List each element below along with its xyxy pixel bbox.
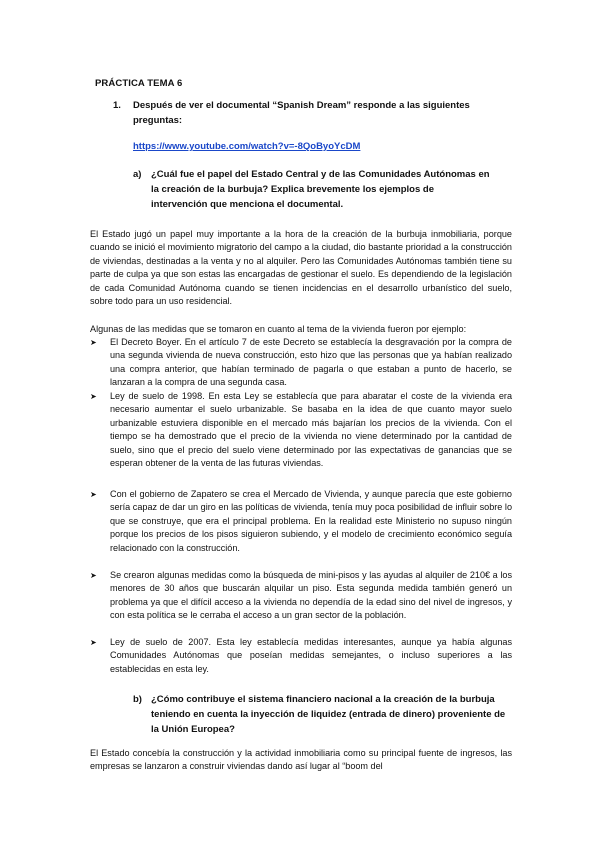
bullet-text: Con el gobierno de Zapatero se crea el Mercado de Vivienda, y aunque parecía que este gobierno sería capaz de dar un giro en las políticas de vivienda, tenía muy poca posibilidad de influir sobre lo que se construye, que era el principal problema. En la realidad este Ministerio no supuso ningún porque los precios de los pisos siguieron subiendo, y el modelo de crecimiento económico seguía relacionado con la construcción. — [110, 489, 512, 553]
youtube-link[interactable]: https://www.youtube.com/watch?v=-8QoByoYcDM — [133, 141, 361, 152]
question-b-text: ¿Cómo contribuye el sistema financiero nacional a la creación de la burbuja teniendo en cuenta la inyección de liquidez (entrada de dinero) proveniente de la Unión Europea? — [151, 694, 506, 735]
question-a-label: a) — [133, 169, 142, 180]
bullet-arrow-icon: ➤ — [90, 338, 97, 347]
question-b-label: b) — [133, 694, 142, 705]
bullet-text: Se crearon algunas medidas como la búsqueda de mini-pisos y las ayudas al alquiler de 210€ a los menores de 30 años que buscarán alquilar un piso. Esta segunda medida también generó un problema ya que el difícil acceso a la vivienda no dependía de la edad sino del nivel de ingresos, y con esta política se le cerraba el acceso a un gran sector de la población. — [110, 570, 512, 621]
measures-intro: Algunas de las medidas que se tomaron en cuanto al tema de la vivienda fueron por ejemplo: — [90, 324, 467, 334]
bullet-text: El Decreto Boyer. En el artículo 7 de este Decreto se establecía la desgravación por la compra de una segunda vivienda de nueva construcción, esto hizo que las personas que ya habían realizado una compra anterior, que habían terminado de pagarla o que estaban a punto de hacerlo, se lanzaran a la compra de una segunda casa. — [110, 337, 512, 388]
answer-b-paragraph: El Estado concebía la construcción y la actividad inmobiliaria como su principal fuente de ingresos, las empresas se lanzaron a construir viviendas dando así lugar al “boom del — [90, 748, 512, 772]
bullet-arrow-icon: ➤ — [90, 571, 97, 580]
question-a-text: ¿Cuál fue el papel del Estado Central y de las Comunidades Autónomas en la creación de la burbuja? Explica brevemente los ejemplos de intervención que menciona el documental. — [151, 169, 490, 210]
bullet-text: Ley de suelo de 1998. En esta Ley se establecía que para abaratar el coste de la vivienda era necesario aumentar el suelo urbanizable. Se basaba en la idea de que cuanto mayor suelo urbanizable estuviera disponible en el mercado más bajarían los precios de la vivienda. Con el tiempo se ha demostrado que el precio de la vivienda no viene determinado por la cantidad de suelo, sino que el precio del suelo viene determinado por las expectativas de ganancias que se esperan obtener de la venta de las futuras viviendas. — [110, 391, 512, 469]
bullet-arrow-icon: ➤ — [90, 392, 97, 401]
page-title: PRÁCTICA TEMA 6 — [95, 78, 183, 89]
bullet-arrow-icon: ➤ — [90, 490, 97, 499]
question-1-number: 1. — [113, 100, 121, 111]
answer-a-paragraph: El Estado jugó un papel muy importante a la hora de la creación de la burbuja inmobiliaria, porque cuando se inició el movimiento migratorio del campo a la ciudad, dio bastante prioridad a la construcción de viviendas, destinadas a la venta y no al alquiler. Pero las Comunidades Autónomas también tiene su parte de culpa ya que son estas las encargadas de gestionar el suelo. Es dependiendo de la legislación de cada Comunidad Autónoma cuando se tienen incidencias en el desarrollo urbanístico del suelo, sobre todo para un uso residencial. — [90, 229, 512, 307]
bullet-text: Ley de suelo de 2007. Esta ley establecía medidas interesantes, aunque ya había algunas Comunidades Autónomas que poseían medidas semejantes, o incluso superiores a las establecidas en esta ley. — [110, 637, 512, 674]
bullet-arrow-icon: ➤ — [90, 638, 97, 647]
question-1-text: Después de ver el documental “Spanish Dream” responde a las siguientes preguntas: — [133, 100, 470, 126]
